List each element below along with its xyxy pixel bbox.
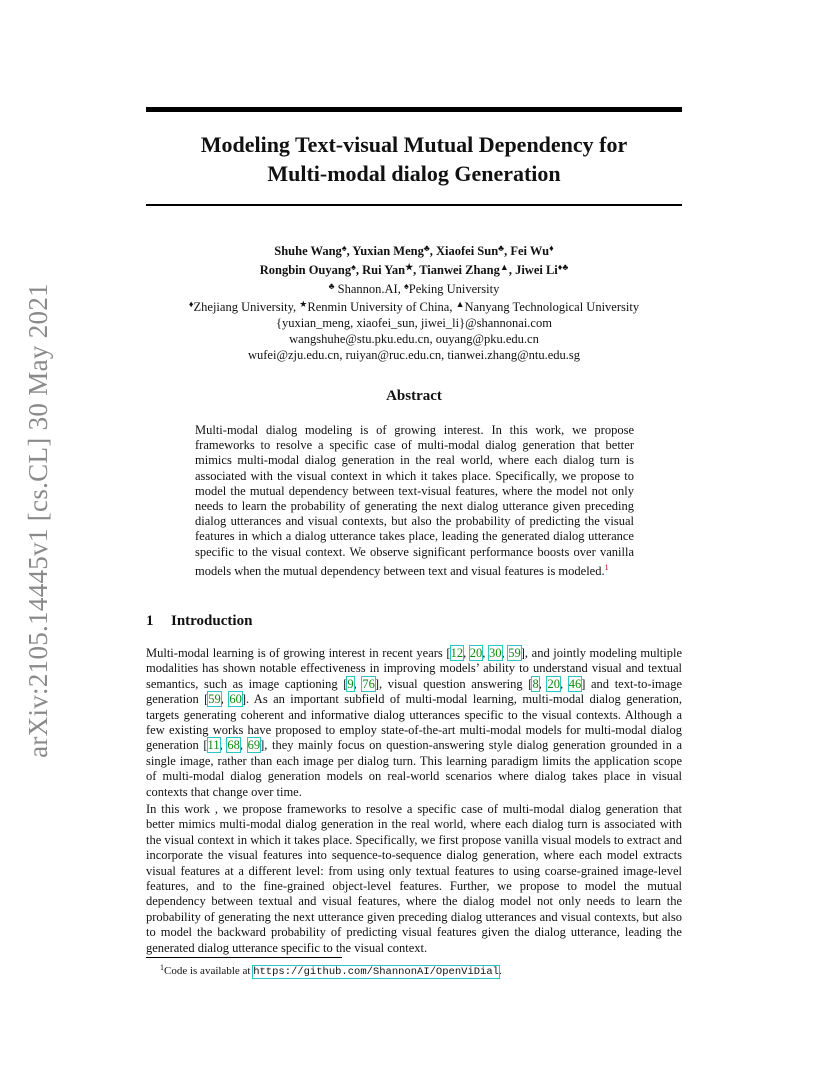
author-name: Shuhe Wang: [274, 244, 342, 258]
paragraph-text: ,: [219, 738, 228, 753]
citation-link[interactable]: 11: [207, 738, 220, 753]
paragraph-text: ] and text-to-image generation [: [146, 676, 683, 707]
section-number: 1: [146, 613, 154, 629]
abstract-heading: Abstract: [386, 388, 442, 404]
author-block: [146, 241, 682, 364]
affiliation-symbol: ★: [299, 299, 308, 310]
footnote-text: Code is available at: [164, 965, 254, 977]
paragraph-text: ], and jointly modeling multiple modalities has shown notable effectiveness in improving models’ ability to understand visual and textual semantics, such as image captioning [: [146, 646, 683, 691]
author-name: Rongbin Ouyang: [259, 262, 352, 277]
arxiv-stamp-text: arXiv:2105.14445v1 [cs.CL] 30 May 2021: [22, 282, 53, 758]
intro-paragraph-2: In this work , we propose frameworks to resolve a specific case of multi-modal dialog generation that better mimics multi-modal dialog generation in the real world, where each dialog turn is associated with the visual context in which it takes place. Specifically, we first propose vanilla visual models to extract and incorporate the visual features into sequence-to-sequence dialog generation, where each model extracts visual features at a different level: from using only textual features to using coarse-grained image-level features, and to the fine-grained object-level features. Further, we propose to model the mutual dependency between textual and visual features, where the dialog model not only needs to learn the probability of generating the next utterance given preceding dialog utterances and visual contexts, but also to model the backward probability of predicting visual features given the dialog utterance, leading the generated dialog utterance specific to the visual context.: [146, 802, 682, 955]
section-heading: [146, 613, 252, 630]
citation-link[interactable]: 60: [229, 692, 242, 707]
title-rule-top: [146, 107, 682, 112]
affiliation-name: Peking University: [408, 281, 500, 296]
citation-link[interactable]: 69: [247, 738, 261, 753]
affiliation-symbol: ▲: [455, 299, 465, 310]
author-row-2: [146, 260, 682, 279]
paragraph-text: ], visual question answering [: [374, 676, 533, 691]
section-title: Introduction: [171, 613, 253, 629]
paragraph-text: ], they mainly focus on question-answering style dialog generation grounded in a single image, rather than each image per dialog turn. This learning paradigm limits the application scope of multi-modal dialog generation models on real-world scenarios where dialog takes place in visual contexts that change over time.: [146, 738, 683, 799]
citation-link[interactable]: 30: [489, 646, 502, 660]
citation-link[interactable]: 59: [508, 646, 521, 660]
intro-paragraph-1: [146, 646, 682, 800]
footnote-ref-link[interactable]: 1: [604, 562, 609, 572]
affiliation-name: Shannon.AI,: [334, 281, 404, 296]
affiliation-name: Renmin University of China,: [307, 300, 456, 315]
paragraph-text: ,: [220, 692, 230, 707]
author-separator: ,: [504, 244, 511, 258]
paragraph-text: ,: [353, 676, 363, 691]
paragraph-text: ,: [501, 646, 509, 660]
affiliation-symbol: ♣: [423, 243, 430, 253]
email-row-1: {yuxian_meng, xiaofei_sun, jiwei_li}@shannonai.com: [276, 316, 552, 331]
title-line-2: Multi-modal dialog Generation: [267, 161, 561, 186]
footnote-mark: 1: [160, 963, 164, 972]
author-separator: ,: [346, 244, 353, 258]
paragraph-text: Multi-modal learning is of growing interest in recent years [: [146, 646, 451, 660]
affiliation-name: Zhejiang University,: [193, 300, 300, 315]
affiliation-symbol: ♣: [498, 243, 505, 253]
affiliation-symbol: ♦♣: [557, 261, 569, 272]
citation-link[interactable]: 8: [532, 676, 539, 691]
footnote-rule: [146, 957, 342, 958]
affiliation-symbol: ♦: [188, 299, 194, 310]
footnote-url-link[interactable]: https://github.com/ShannonAI/OpenViDial: [253, 966, 499, 978]
citation-link[interactable]: 76: [362, 676, 375, 691]
footnote-end: .: [498, 965, 502, 977]
paragraph-text: ,: [239, 738, 248, 753]
paragraph-text: ,: [482, 646, 490, 660]
author-separator: ,: [508, 262, 516, 277]
affiliation-symbol: ★: [405, 261, 414, 272]
arxiv-stamp: [18, 280, 58, 760]
affiliation-symbol: ♣: [328, 280, 335, 291]
author-separator: ,: [429, 244, 436, 258]
paragraph-text: ]. As an important subfield of multi-modal learning, multi-modal dialog generation, targets generating coherent and informative dialog utterances specific to the visual contexts. Although a few existing works have proposed to employ state-of-the-art multi-modal models for multi-modal dialog generation [: [146, 692, 682, 753]
title-line-1: Modeling Text-visual Mutual Dependency for: [200, 132, 628, 157]
citation-link[interactable]: 12: [450, 646, 464, 660]
affiliation-name: Nanyang Technological University: [464, 300, 640, 315]
author-name: Rui Yan: [362, 262, 406, 277]
email-row-3: wufei@zju.edu.cn, ruiyan@ruc.edu.cn, tianwei.zhang@ntu.edu.sg: [247, 347, 580, 362]
footnote: [160, 961, 680, 979]
paper-title: [146, 130, 682, 188]
affiliation-symbol: ♠: [341, 243, 347, 253]
paragraph-text: ,: [463, 646, 470, 660]
citation-link[interactable]: 9: [347, 676, 354, 691]
author-name: Fei Wu: [510, 244, 550, 258]
author-name: Xiaofei Sun: [435, 244, 499, 258]
citation-link[interactable]: 20: [547, 676, 560, 691]
paragraph-text: ,: [538, 676, 548, 691]
author-separator: ,: [413, 262, 420, 277]
affiliation-symbol: ♠: [351, 261, 356, 272]
affiliation-symbol: ♠: [403, 280, 409, 291]
author-name: Tianwei Zhang: [419, 262, 500, 277]
author-name: Jiwei Li: [515, 262, 558, 277]
author-row-1: [146, 241, 682, 260]
author-separator: ,: [355, 262, 363, 277]
abstract-text: Multi-modal dialog modeling is of growing interest. In this work, we propose frameworks to resolve a specific case of multi-modal dialog generation that better mimics multi-modal dialog generation in the real world, where each dialog turn is associated with the visual context in which it takes place. Specifically, we propose to model the mutual dependency between text-visual features, where the model not only needs to learn the probability of generating the next dialog utterance given preceding dialog utterances and visual contexts, but also the probability of predicting the visual features in which a dialog utterance takes place, leading the generated dialog utterance specific to the visual context. We observe significant performance boosts over vanilla models when the mutual dependency between text and visual features is modeled.: [195, 423, 634, 578]
citation-link[interactable]: 46: [568, 676, 582, 691]
title-rule-bottom: [146, 204, 682, 206]
email-row-2: wangshuhe@stu.pku.edu.cn, ouyang@pku.edu.cn: [289, 331, 539, 346]
citation-link[interactable]: 20: [469, 646, 483, 660]
affiliation-row-1: [146, 279, 682, 298]
affiliation-symbol: ♦: [549, 243, 554, 253]
author-name: Yuxian Meng: [352, 244, 424, 258]
paragraph-text: ,: [559, 676, 569, 691]
citation-link[interactable]: 68: [227, 738, 240, 753]
citation-link[interactable]: 59: [208, 692, 221, 707]
affiliation-row-2: [146, 297, 682, 316]
affiliation-symbol: ▲: [499, 261, 509, 272]
abstract-body: [195, 423, 634, 579]
